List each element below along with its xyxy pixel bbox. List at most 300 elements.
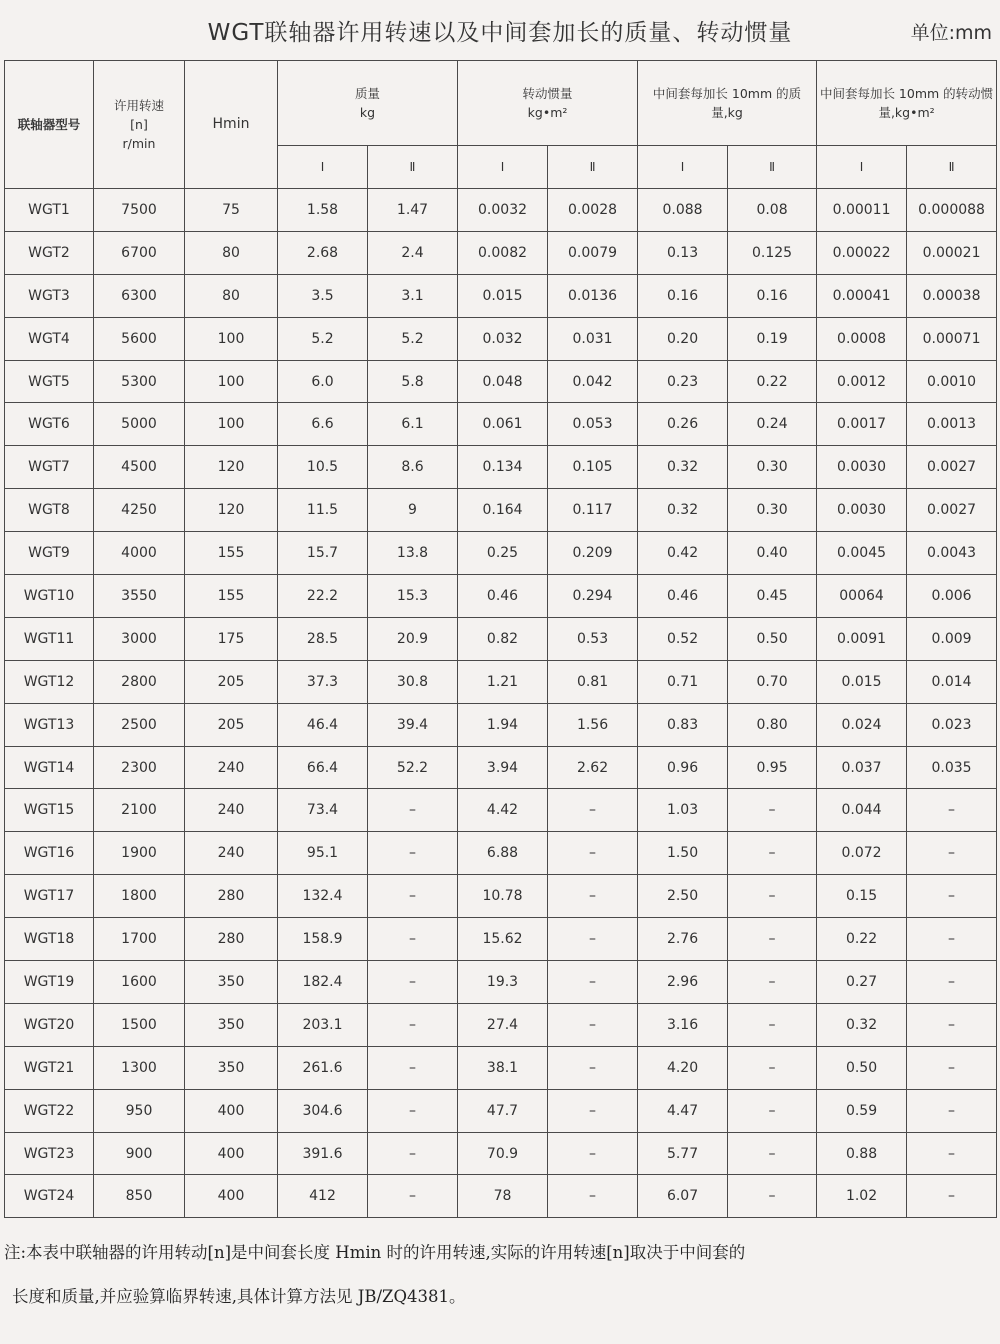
cell-inertia-2: – [548,1089,638,1132]
cell-speed: 950 [94,1089,185,1132]
cell-inertia-1: 27.4 [458,1003,548,1046]
cell-mass-1: 2.68 [278,231,368,274]
cell-mass-ext-1: 1.50 [638,832,728,875]
cell-inertia-2: – [548,1003,638,1046]
cell-mass-ext-1: 0.16 [638,274,728,317]
cell-mass-ext-1: 0.20 [638,317,728,360]
cell-inertia-1: 0.82 [458,617,548,660]
cell-mass-1: 132.4 [278,875,368,918]
cell-mass-2: – [368,875,458,918]
cell-mass-1: 3.5 [278,274,368,317]
table-row [5,1089,997,1132]
cell-mass-2: 3.1 [368,274,458,317]
cell-inertia-2: 0.294 [548,575,638,618]
cell-inertia-ext-2: 0.00071 [907,317,997,360]
cell-inertia-ext-2: 0.006 [907,575,997,618]
cell-inertia-ext-2: 0.0043 [907,532,997,575]
cell-inertia-1: 15.62 [458,918,548,961]
table-body [5,189,997,1218]
cell-model: WGT19 [5,961,94,1004]
cell-inertia-ext-1: 0.88 [817,1132,907,1175]
cell-inertia-2: 0.0028 [548,189,638,232]
cell-mass-1: 6.6 [278,403,368,446]
cell-inertia-2: 2.62 [548,746,638,789]
cell-inertia-ext-1: 0.0030 [817,446,907,489]
cell-hmin: 280 [185,875,278,918]
cell-inertia-ext-2: 0.0013 [907,403,997,446]
cell-mass-ext-1: 1.03 [638,789,728,832]
cell-mass-ext-2: – [728,1089,817,1132]
cell-inertia-ext-2: 0.009 [907,617,997,660]
subheader-inertia-ext-1: Ⅰ [817,146,907,189]
cell-mass-ext-1: 5.77 [638,1132,728,1175]
cell-inertia-ext-1: 0.50 [817,1046,907,1089]
table-row [5,532,997,575]
cell-mass-ext-2: – [728,1175,817,1218]
cell-model: WGT9 [5,532,94,575]
subheader-mass-2: Ⅱ [368,146,458,189]
cell-speed: 6700 [94,231,185,274]
cell-speed: 4250 [94,489,185,532]
cell-speed: 2300 [94,746,185,789]
cell-inertia-ext-1: 0.0008 [817,317,907,360]
cell-mass-ext-1: 0.23 [638,360,728,403]
table-row [5,317,997,360]
cell-inertia-ext-1: 0.0030 [817,489,907,532]
cell-inertia-1: 10.78 [458,875,548,918]
cell-inertia-1: 19.3 [458,961,548,1004]
cell-hmin: 155 [185,575,278,618]
cell-model: WGT18 [5,918,94,961]
cell-inertia-1: 1.94 [458,703,548,746]
cell-inertia-ext-2: 0.023 [907,703,997,746]
cell-model: WGT12 [5,660,94,703]
cell-mass-2: – [368,1089,458,1132]
cell-mass-ext-2: – [728,961,817,1004]
cell-inertia-ext-1: 0.59 [817,1089,907,1132]
cell-mass-ext-1: 0.83 [638,703,728,746]
cell-inertia-ext-1: 0.32 [817,1003,907,1046]
cell-inertia-ext-1: 1.02 [817,1175,907,1218]
cell-model: WGT15 [5,789,94,832]
cell-speed: 4500 [94,446,185,489]
header-model: 联轴器型号 [5,61,94,189]
cell-mass-ext-2: 0.22 [728,360,817,403]
cell-inertia-ext-1: 0.00011 [817,189,907,232]
table-row [5,961,997,1004]
cell-inertia-ext-1: 0.0017 [817,403,907,446]
cell-model: WGT21 [5,1046,94,1089]
cell-mass-1: 412 [278,1175,368,1218]
cell-mass-ext-1: 0.088 [638,189,728,232]
cell-inertia-ext-2: – [907,1046,997,1089]
header-inertia: 转动惯量 kg•m² [458,61,638,146]
cell-mass-ext-2: 0.50 [728,617,817,660]
cell-mass-ext-1: 0.96 [638,746,728,789]
cell-mass-2: – [368,789,458,832]
cell-inertia-1: 0.164 [458,489,548,532]
cell-model: WGT1 [5,189,94,232]
cell-mass-ext-1: 3.16 [638,1003,728,1046]
cell-inertia-ext-2: – [907,789,997,832]
cell-model: WGT2 [5,231,94,274]
cell-mass-1: 5.2 [278,317,368,360]
cell-mass-1: 304.6 [278,1089,368,1132]
cell-mass-ext-2: 0.30 [728,489,817,532]
cell-speed: 850 [94,1175,185,1218]
cell-inertia-ext-1: 0.00022 [817,231,907,274]
cell-model: WGT8 [5,489,94,532]
cell-hmin: 240 [185,789,278,832]
cell-mass-ext-2: – [728,789,817,832]
cell-mass-2: 15.3 [368,575,458,618]
cell-speed: 4000 [94,532,185,575]
cell-hmin: 350 [185,1046,278,1089]
cell-speed: 2500 [94,703,185,746]
cell-model: WGT24 [5,1175,94,1218]
subheader-mass-ext-2: Ⅱ [728,146,817,189]
cell-inertia-2: – [548,918,638,961]
cell-inertia-1: 47.7 [458,1089,548,1132]
cell-mass-2: 39.4 [368,703,458,746]
table-row [5,832,997,875]
page-title: WGT联轴器许用转速以及中间套加长的质量、转动惯量 [207,20,793,46]
cell-inertia-2: – [548,875,638,918]
cell-mass-1: 203.1 [278,1003,368,1046]
cell-inertia-2: – [548,1175,638,1218]
cell-hmin: 400 [185,1175,278,1218]
cell-inertia-ext-2: – [907,1132,997,1175]
subheader-inertia-ext-2: Ⅱ [907,146,997,189]
cell-mass-ext-2: – [728,1132,817,1175]
cell-inertia-2: 0.117 [548,489,638,532]
cell-hmin: 100 [185,403,278,446]
cell-inertia-2: 0.0079 [548,231,638,274]
cell-hmin: 120 [185,489,278,532]
cell-hmin: 350 [185,1003,278,1046]
cell-hmin: 80 [185,231,278,274]
cell-inertia-2: – [548,1046,638,1089]
cell-mass-1: 391.6 [278,1132,368,1175]
cell-mass-ext-2: – [728,918,817,961]
footnote-line-1: 注:本表中联轴器的许用转动[n]是中间套长度 Hmin 时的许用转速,实际的许用转速[n]取决于中间套的 [4,1243,746,1262]
cell-mass-ext-2: – [728,1003,817,1046]
cell-mass-ext-2: 0.16 [728,274,817,317]
cell-inertia-ext-2: – [907,1089,997,1132]
cell-inertia-2: 0.042 [548,360,638,403]
cell-mass-1: 10.5 [278,446,368,489]
cell-speed: 3000 [94,617,185,660]
cell-inertia-ext-2: – [907,875,997,918]
cell-speed: 2100 [94,789,185,832]
cell-hmin: 350 [185,961,278,1004]
cell-inertia-ext-2: – [907,918,997,961]
cell-mass-2: 6.1 [368,403,458,446]
cell-mass-2: – [368,1132,458,1175]
cell-mass-2: 8.6 [368,446,458,489]
cell-model: WGT23 [5,1132,94,1175]
cell-mass-ext-1: 0.13 [638,231,728,274]
cell-mass-ext-2: 0.95 [728,746,817,789]
cell-hmin: 205 [185,703,278,746]
table-row [5,231,997,274]
cell-mass-ext-1: 0.46 [638,575,728,618]
header-mass-ext: 中间套每加长 10mm 的质量,kg [638,61,817,146]
table-row [5,446,997,489]
cell-hmin: 205 [185,660,278,703]
cell-speed: 5300 [94,360,185,403]
cell-inertia-ext-2: – [907,832,997,875]
cell-model: WGT20 [5,1003,94,1046]
header-speed: 许用转速 [n] r/min [94,61,185,189]
cell-mass-2: – [368,1046,458,1089]
cell-inertia-1: 3.94 [458,746,548,789]
cell-inertia-1: 0.032 [458,317,548,360]
footnote-line-2: 长度和质量,并应验算临界转速,具体计算方法见 JB/ZQ4381。 [12,1287,466,1306]
cell-speed: 1300 [94,1046,185,1089]
cell-mass-ext-1: 2.96 [638,961,728,1004]
cell-inertia-ext-2: 0.0027 [907,446,997,489]
subheader-mass-1: Ⅰ [278,146,368,189]
header-inertia-ext: 中间套每加长 10mm 的转动惯量,kg•m² [817,61,997,146]
cell-hmin: 400 [185,1132,278,1175]
cell-inertia-ext-1: 0.15 [817,875,907,918]
cell-mass-2: 20.9 [368,617,458,660]
table-row [5,403,997,446]
cell-hmin: 80 [185,274,278,317]
subheader-mass-ext-1: Ⅰ [638,146,728,189]
cell-mass-2: 52.2 [368,746,458,789]
cell-speed: 1600 [94,961,185,1004]
cell-mass-1: 6.0 [278,360,368,403]
cell-mass-1: 37.3 [278,660,368,703]
cell-inertia-ext-1: 0.037 [817,746,907,789]
cell-mass-ext-2: 0.19 [728,317,817,360]
cell-inertia-1: 0.25 [458,532,548,575]
cell-mass-ext-2: 0.125 [728,231,817,274]
cell-mass-1: 15.7 [278,532,368,575]
cell-inertia-ext-2: 0.000088 [907,189,997,232]
cell-inertia-ext-2: – [907,1175,997,1218]
cell-hmin: 400 [185,1089,278,1132]
subheader-inertia-2: Ⅱ [548,146,638,189]
cell-mass-ext-2: – [728,875,817,918]
cell-mass-2: 13.8 [368,532,458,575]
cell-inertia-2: – [548,1132,638,1175]
cell-mass-ext-1: 0.42 [638,532,728,575]
cell-mass-ext-1: 0.71 [638,660,728,703]
table-row [5,703,997,746]
cell-inertia-ext-2: 0.00021 [907,231,997,274]
table-row [5,875,997,918]
cell-speed: 1700 [94,918,185,961]
cell-mass-ext-2: – [728,832,817,875]
cell-mass-1: 95.1 [278,832,368,875]
cell-mass-1: 261.6 [278,1046,368,1089]
cell-inertia-ext-1: 0.22 [817,918,907,961]
cell-mass-1: 182.4 [278,961,368,1004]
cell-mass-ext-1: 2.50 [638,875,728,918]
table-row [5,660,997,703]
cell-inertia-2: – [548,789,638,832]
cell-inertia-1: 0.46 [458,575,548,618]
cell-mass-2: – [368,918,458,961]
cell-inertia-1: 0.134 [458,446,548,489]
cell-inertia-1: 0.0032 [458,189,548,232]
cell-mass-ext-2: 0.40 [728,532,817,575]
cell-inertia-ext-1: 0.27 [817,961,907,1004]
cell-hmin: 155 [185,532,278,575]
cell-mass-1: 28.5 [278,617,368,660]
cell-inertia-1: 70.9 [458,1132,548,1175]
cell-inertia-2: 0.0136 [548,274,638,317]
cell-inertia-1: 1.21 [458,660,548,703]
cell-inertia-ext-1: 0.024 [817,703,907,746]
cell-model: WGT17 [5,875,94,918]
cell-mass-ext-2: 0.45 [728,575,817,618]
cell-inertia-ext-1: 0.015 [817,660,907,703]
cell-hmin: 120 [185,446,278,489]
cell-inertia-ext-2: 0.035 [907,746,997,789]
cell-inertia-2: 0.031 [548,317,638,360]
cell-inertia-1: 0.048 [458,360,548,403]
cell-mass-ext-2: 0.70 [728,660,817,703]
cell-model: WGT5 [5,360,94,403]
cell-hmin: 100 [185,360,278,403]
cell-inertia-1: 0.0082 [458,231,548,274]
cell-mass-2: 9 [368,489,458,532]
cell-speed: 1500 [94,1003,185,1046]
table-row [5,1003,997,1046]
cell-model: WGT6 [5,403,94,446]
cell-model: WGT7 [5,446,94,489]
cell-mass-ext-1: 2.76 [638,918,728,961]
cell-model: WGT22 [5,1089,94,1132]
cell-inertia-2: 0.53 [548,617,638,660]
cell-hmin: 240 [185,746,278,789]
table-row [5,360,997,403]
cell-mass-2: 5.8 [368,360,458,403]
cell-inertia-ext-2: 0.00038 [907,274,997,317]
table-row [5,617,997,660]
cell-model: WGT13 [5,703,94,746]
cell-mass-ext-1: 0.26 [638,403,728,446]
cell-mass-2: 30.8 [368,660,458,703]
cell-inertia-1: 0.015 [458,274,548,317]
cell-mass-2: – [368,961,458,1004]
cell-inertia-ext-2: 0.0027 [907,489,997,532]
cell-mass-2: 5.2 [368,317,458,360]
cell-inertia-2: 0.81 [548,660,638,703]
cell-mass-1: 66.4 [278,746,368,789]
cell-inertia-ext-1: 0.0091 [817,617,907,660]
subheader-inertia-1: Ⅰ [458,146,548,189]
cell-mass-2: 2.4 [368,231,458,274]
cell-hmin: 240 [185,832,278,875]
cell-inertia-1: 38.1 [458,1046,548,1089]
cell-inertia-ext-1: 00064 [817,575,907,618]
cell-mass-1: 11.5 [278,489,368,532]
cell-hmin: 175 [185,617,278,660]
cell-inertia-ext-1: 0.044 [817,789,907,832]
cell-speed: 2800 [94,660,185,703]
cell-mass-1: 46.4 [278,703,368,746]
cell-inertia-ext-2: – [907,961,997,1004]
cell-inertia-2: – [548,832,638,875]
cell-speed: 1900 [94,832,185,875]
cell-inertia-2: 1.56 [548,703,638,746]
cell-mass-ext-2: 0.80 [728,703,817,746]
cell-model: WGT4 [5,317,94,360]
cell-speed: 3550 [94,575,185,618]
cell-mass-2: – [368,1175,458,1218]
cell-mass-ext-2: 0.30 [728,446,817,489]
cell-mass-ext-2: – [728,1046,817,1089]
cell-inertia-ext-1: 0.0012 [817,360,907,403]
cell-inertia-ext-1: 0.0045 [817,532,907,575]
cell-hmin: 100 [185,317,278,360]
header-hmin: Hmin [185,61,278,189]
table-row [5,489,997,532]
cell-mass-1: 158.9 [278,918,368,961]
cell-mass-ext-1: 0.32 [638,446,728,489]
cell-inertia-ext-2: 0.0010 [907,360,997,403]
table-row [5,189,997,232]
cell-mass-ext-1: 0.52 [638,617,728,660]
cell-inertia-2: – [548,961,638,1004]
header-mass: 质量 kg [278,61,458,146]
table-row [5,1046,997,1089]
cell-inertia-1: 78 [458,1175,548,1218]
cell-inertia-2: 0.105 [548,446,638,489]
cell-mass-1: 22.2 [278,575,368,618]
cell-model: WGT16 [5,832,94,875]
cell-mass-ext-2: 0.08 [728,189,817,232]
cell-mass-1: 73.4 [278,789,368,832]
cell-inertia-ext-1: 0.00041 [817,274,907,317]
table-row [5,1175,997,1218]
cell-speed: 7500 [94,189,185,232]
cell-hmin: 75 [185,189,278,232]
cell-inertia-2: 0.053 [548,403,638,446]
cell-mass-ext-1: 4.47 [638,1089,728,1132]
cell-inertia-1: 0.061 [458,403,548,446]
cell-speed: 900 [94,1132,185,1175]
cell-inertia-1: 4.42 [458,789,548,832]
table-row [5,575,997,618]
cell-inertia-ext-2: – [907,1003,997,1046]
cell-mass-ext-1: 6.07 [638,1175,728,1218]
table-row [5,1132,997,1175]
cell-mass-ext-2: 0.24 [728,403,817,446]
cell-model: WGT10 [5,575,94,618]
table-row [5,918,997,961]
table-row [5,274,997,317]
cell-inertia-2: 0.209 [548,532,638,575]
cell-speed: 6300 [94,274,185,317]
cell-model: WGT11 [5,617,94,660]
cell-inertia-ext-2: 0.014 [907,660,997,703]
table-row [5,746,997,789]
table-row [5,789,997,832]
coupling-data-table [4,60,997,1218]
cell-mass-ext-1: 0.32 [638,489,728,532]
cell-model: WGT14 [5,746,94,789]
cell-mass-2: 1.47 [368,189,458,232]
cell-speed: 5000 [94,403,185,446]
cell-mass-2: – [368,1003,458,1046]
cell-model: WGT3 [5,274,94,317]
